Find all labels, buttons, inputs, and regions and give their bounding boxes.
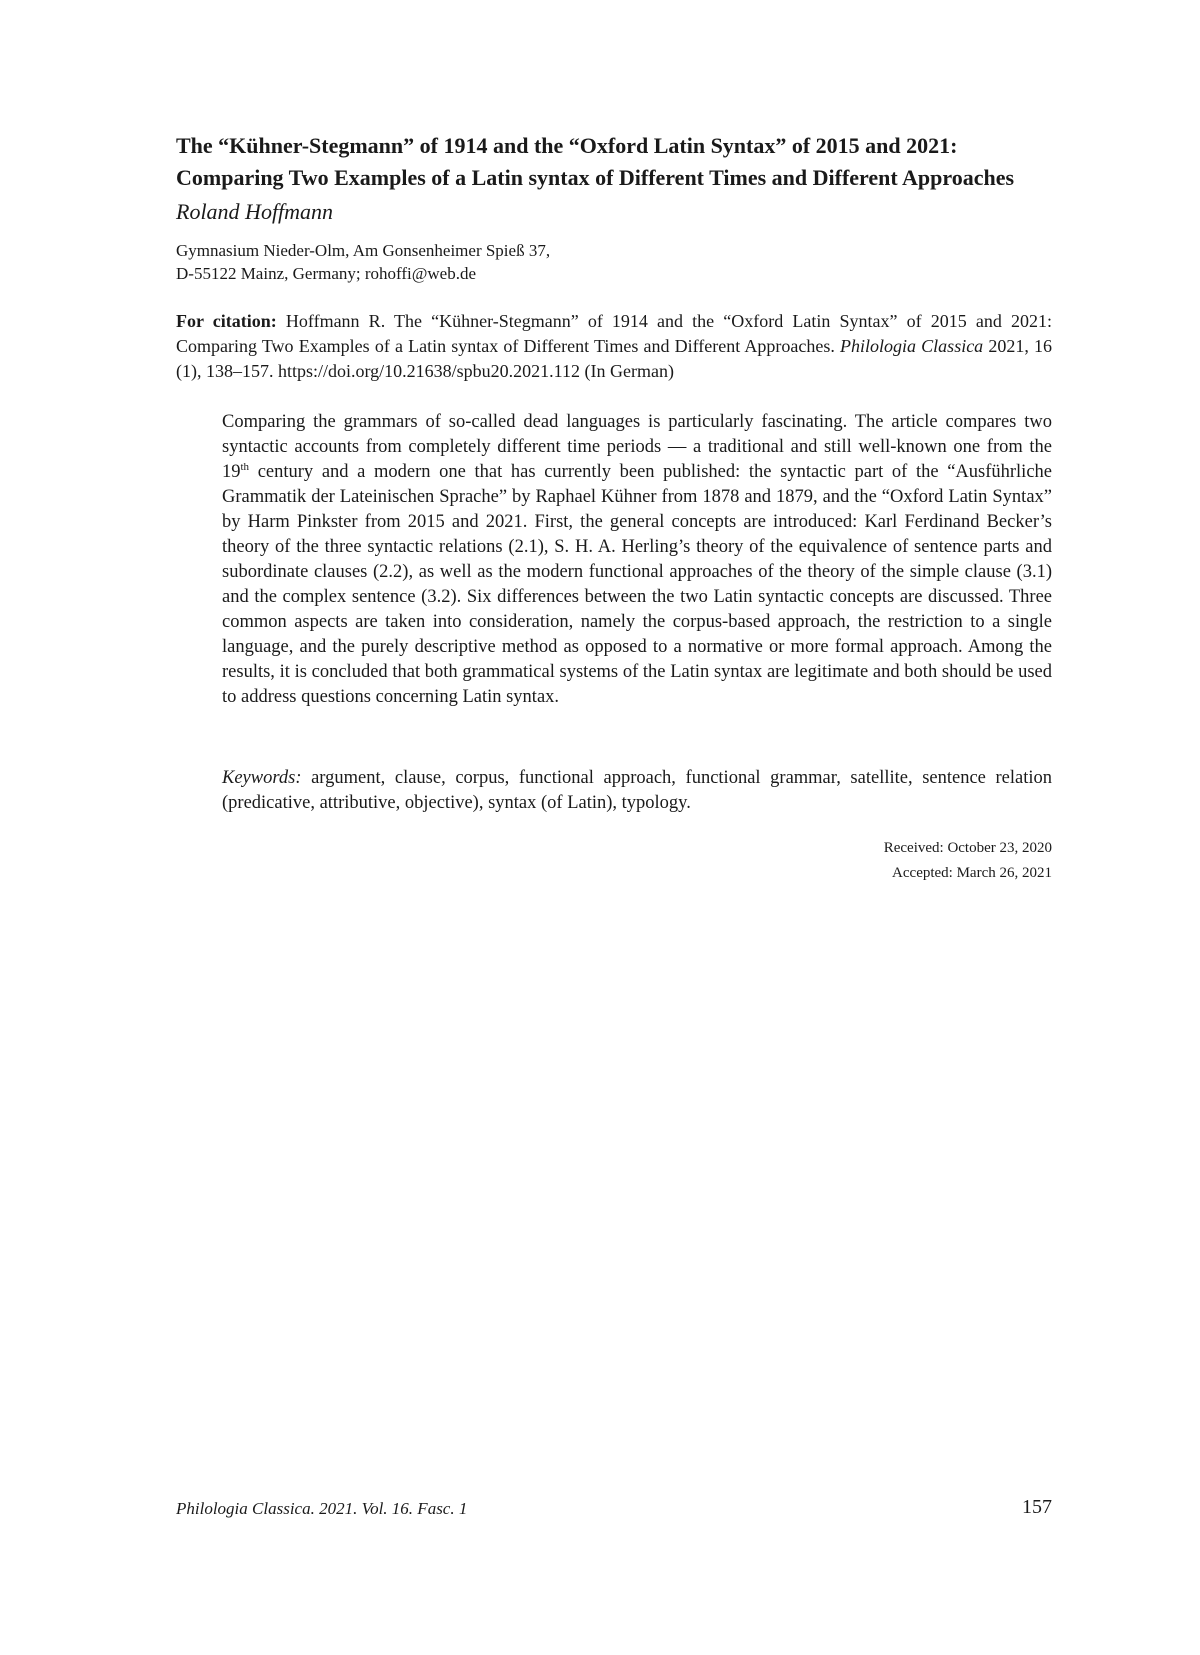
citation-block: [176, 309, 1052, 384]
abstract-paragraph: [222, 410, 1052, 710]
citation-label: For citation:: [176, 311, 277, 331]
author-name: Roland Hoffmann: [176, 199, 334, 224]
article-title-line-2: Comparing Two Examples of a Latin syntax of Different Times and Different Approaches: [176, 165, 1015, 190]
citation-text-1: Hoffmann R. The “Kühner-Stegmann” of 1914 and the “Oxford Latin Syntax” of 2015 and 2021: Comparing Two Examples of a Latin syntax of Different Times and Different Approaches.: [176, 311, 1052, 356]
abstract-superscript: th: [240, 460, 250, 473]
affiliation-line-2: D-55122 Mainz, Germany; rohoffi@web.de: [176, 264, 477, 283]
abstract-text-1: Comparing the grammars of so-called dead languages is particularly fascinating. The article compares two syntactic accounts from completely different time periods — a traditional and still well-known one from the 19: [222, 412, 1052, 482]
article-dates: [884, 836, 1052, 886]
citation-journal: Philologia Classica: [840, 336, 984, 356]
abstract: [222, 410, 1052, 710]
keywords: [222, 766, 1052, 816]
article-title-line-1: The “Kühner-Stegmann” of 1914 and the “Oxford Latin Syntax” of 2015 and 2021:: [176, 133, 958, 158]
accepted-date: Accepted: March 26, 2021: [892, 865, 1052, 881]
keywords-label: Keywords:: [222, 768, 302, 788]
article-title: [176, 130, 1076, 194]
keywords-text: argument, clause, corpus, functional approach, functional grammar, satellite, sentence relation (predicative, attributive, objective), syntax (of Latin), typology.: [222, 768, 1052, 813]
citation-text-2: 2021, 16 (1), 138–157. https://doi.org/10.21638/spbu20.2021.112 (In German): [176, 336, 1052, 381]
footer-journal: Philologia Classica. 2021. Vol. 16. Fasc. 1: [176, 1499, 468, 1518]
page-number: 157: [1022, 1496, 1052, 1518]
abstract-text-2: century and a modern one that has currently been published: the syntactic part of the “Ausführliche Grammatik der Lateinischen Sprache” by Raphael Kühner from 1878 and 1879, and the “Oxford Latin Syntax” by Harm Pinkster from 2015 and 2021. First, the general concepts are introduced: Karl Ferdinand Becker’s theory of the three syntactic relations (2.1), S. H. A. Herling’s theory of the equivalence of sentence parts and subordinate clauses (2.2), as well as the modern functional approaches of the theory of the simple clause (3.1) and the complex sentence (3.2). Six differences between the two Latin syntactic concepts are discussed. Three common aspects are taken into consideration, namely the corpus-based approach, the restriction to a single language, and the purely descriptive method as opposed to a normative or more formal approach. Among the results, it is concluded that both grammatical systems of the Latin syntax are legitimate and both should be used to address questions concerning Latin syntax.: [222, 462, 1052, 707]
affiliation-line-1: Gymnasium Nieder-Olm, Am Gonsenheimer Spieß 37,: [176, 241, 551, 260]
received-date: Received: October 23, 2020: [883, 840, 1052, 856]
author-affiliation: [176, 239, 550, 285]
